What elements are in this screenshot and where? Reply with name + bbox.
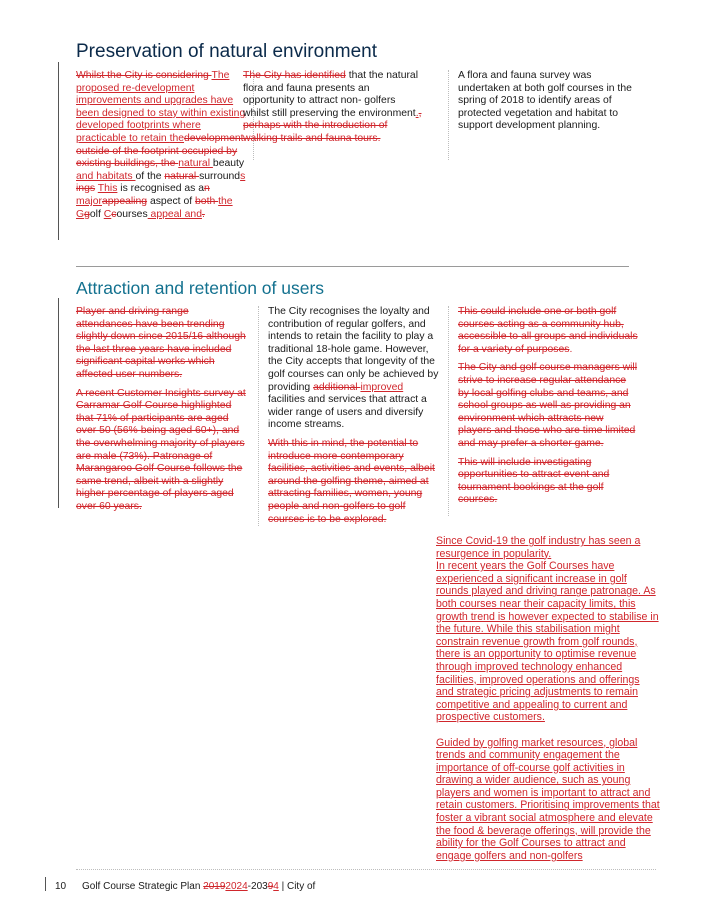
section1-column-2 [243, 70, 423, 146]
inserted-paragraph: In recent years the Golf Courses have experienced a significant increase in golf rounds played and driving range patronage. As both courses near their capacity limits, this growth trend is however expected to stabilise in the future. While this stabilisation might constrain revenue growth from golf rounds, there is an opportunity to optimise revenue through improved technology enhanced facilities, improved operations and offerings and strategic pricing adjustments to remain competitive and appealing to current and prospective customers. [436, 560, 659, 724]
body-text: The City recognises the loyalty and contribution of regular golfers, and intends to retain the facility to play a traditional 18-hole game. However, the City accepts that longevity of the golf courses can only be achieved by providing [268, 306, 439, 393]
inserted-text: the [218, 195, 233, 207]
deleted-text: 9 [267, 881, 274, 892]
body-text: is recognised as a [117, 183, 205, 195]
inserted-text: . [415, 107, 419, 119]
inserted-text: G [76, 208, 85, 220]
body-text: A flora and fauna survey was undertaken at both golf courses in the spring of 2018 to identify areas of protected vegetation and habitat to support development planning. [458, 70, 632, 132]
body-text: beauty [212, 158, 245, 170]
deleted-text: The City has identified [243, 70, 346, 81]
paragraph-spacer [436, 724, 660, 737]
body-text: . [569, 343, 573, 355]
section1-column-3 [458, 70, 638, 133]
section-divider [76, 266, 629, 267]
inserted-text: This [97, 183, 118, 195]
section-heading-attraction: Attraction and retention of users [76, 278, 325, 298]
inserted-text: improved [360, 381, 404, 393]
deleted-text: both [195, 195, 219, 207]
deleted-text: 2019 [203, 881, 226, 892]
inserted-text: s [240, 170, 246, 182]
body-text: surround [199, 170, 241, 182]
deleted-paragraph: The City and golf course managers will strive to increase regular attendance by local golfing clubs and teams, and school groups as well as providing an environment which attracts new players and those who are time limited and may prefer a shorter game. [458, 362, 638, 449]
inserted-text: 2024 [225, 881, 248, 892]
inserted-text: the [169, 132, 185, 144]
deleted-text: , perhaps with the introduction of walking trails and fauna tours. [243, 107, 422, 144]
deleted-text: natural [164, 170, 200, 182]
deleted-text: g [84, 208, 90, 220]
footer-text: -203 [247, 881, 268, 892]
deleted-text: ings [76, 183, 96, 195]
column-divider [258, 306, 260, 526]
inserted-text: The proposed re-development improvements and upgrades have been designed to stay within existing developed footprints where practicable to retain [76, 70, 246, 144]
deleted-text: c [111, 208, 117, 220]
inserted-text-box [436, 535, 660, 862]
deleted-paragraph: With this in mind, the potential to introduce more contemporary facilities, activities and events, albeit around the golfing theme, aimed at attracting families, women, young people and non-golfers to golf courses is to be explored. [268, 437, 435, 525]
inserted-text: natural [178, 158, 213, 170]
inserted-text: C [103, 208, 112, 220]
body-text: aspect of [147, 195, 196, 207]
inserted-text: and habitats [76, 170, 136, 182]
deleted-text: development outside of the footprint occupied by existing buildings, the [76, 132, 244, 170]
section2-column-3 [458, 306, 638, 513]
body-text: facilities and services that attract a wider range of users and diversify income streams. [268, 394, 427, 431]
deleted-text: . [201, 208, 205, 220]
section1-column-1 [76, 70, 248, 221]
inserted-paragraph: Guided by golfing market resources, global trends and community engagement the importance of off-course golf activities in drawing a wider audience, such as young players and women is important to attract and retain customers. Prioritising improvements that foster a vibrant social atmosphere and elevate the food & beverage offerings, will provide the ability for the Golf Courses to attract and engage golfers and non-golfers [436, 736, 660, 862]
deleted-paragraph: This will include investigating opportunities to attract event and tournament bookings at the golf courses. [458, 456, 610, 506]
page-number: 10 [55, 881, 67, 892]
deleted-text: This could include one or both golf courses acting as a community hub, accessible to all groups and individuals for a variety of purposes [458, 306, 638, 355]
column-divider [448, 70, 450, 160]
change-bar-section2 [58, 298, 59, 508]
deleted-text: n [204, 183, 210, 195]
deleted-text: additional [313, 381, 361, 393]
body-text: olf [89, 208, 104, 220]
inserted-text: 4 [273, 881, 279, 892]
footer-text: Golf Course Strategic Plan [82, 881, 204, 892]
section2-column-2 [268, 306, 440, 532]
section-heading-preservation: Preservation of natural environment [76, 41, 377, 62]
section2-column-1 [76, 306, 248, 520]
change-bar-section1 [58, 62, 59, 240]
inserted-text: appeal and [147, 208, 202, 220]
deleted-paragraph: A recent Customer Insights survey at Carramar Golf Course highlighted that 71% of participants are aged over 50 (56% being aged 60+), and the overwhelming majority of players are male (73%). Patronage of Marangaroo Golf Course follows the same trend, albeit with a slightly higher percentage of players aged over 60 years. [76, 387, 246, 512]
footer-text: | City of [278, 881, 316, 892]
footer-title [82, 881, 315, 892]
body-text: that the natural flora and fauna presents an opportunity to attract non- golfers whilst still preserving the environment [243, 70, 419, 119]
deleted-text: Whilst the City is considering [76, 70, 212, 81]
change-bar-footer [45, 877, 46, 891]
body-text: ourses [116, 208, 148, 220]
inserted-text: major [76, 195, 102, 207]
column-divider [448, 306, 450, 516]
deleted-text: appealing [101, 195, 148, 207]
deleted-paragraph: Player and driving range attendances have been trending slightly down since 2015/16 although the last three years have included significant capital works which affected user numbers. [76, 306, 246, 380]
footer-rule [76, 869, 656, 870]
body-text: of the [135, 170, 165, 182]
inserted-paragraph: Since Covid-19 the golf industry has seen a resurgence in popularity. [436, 535, 641, 560]
